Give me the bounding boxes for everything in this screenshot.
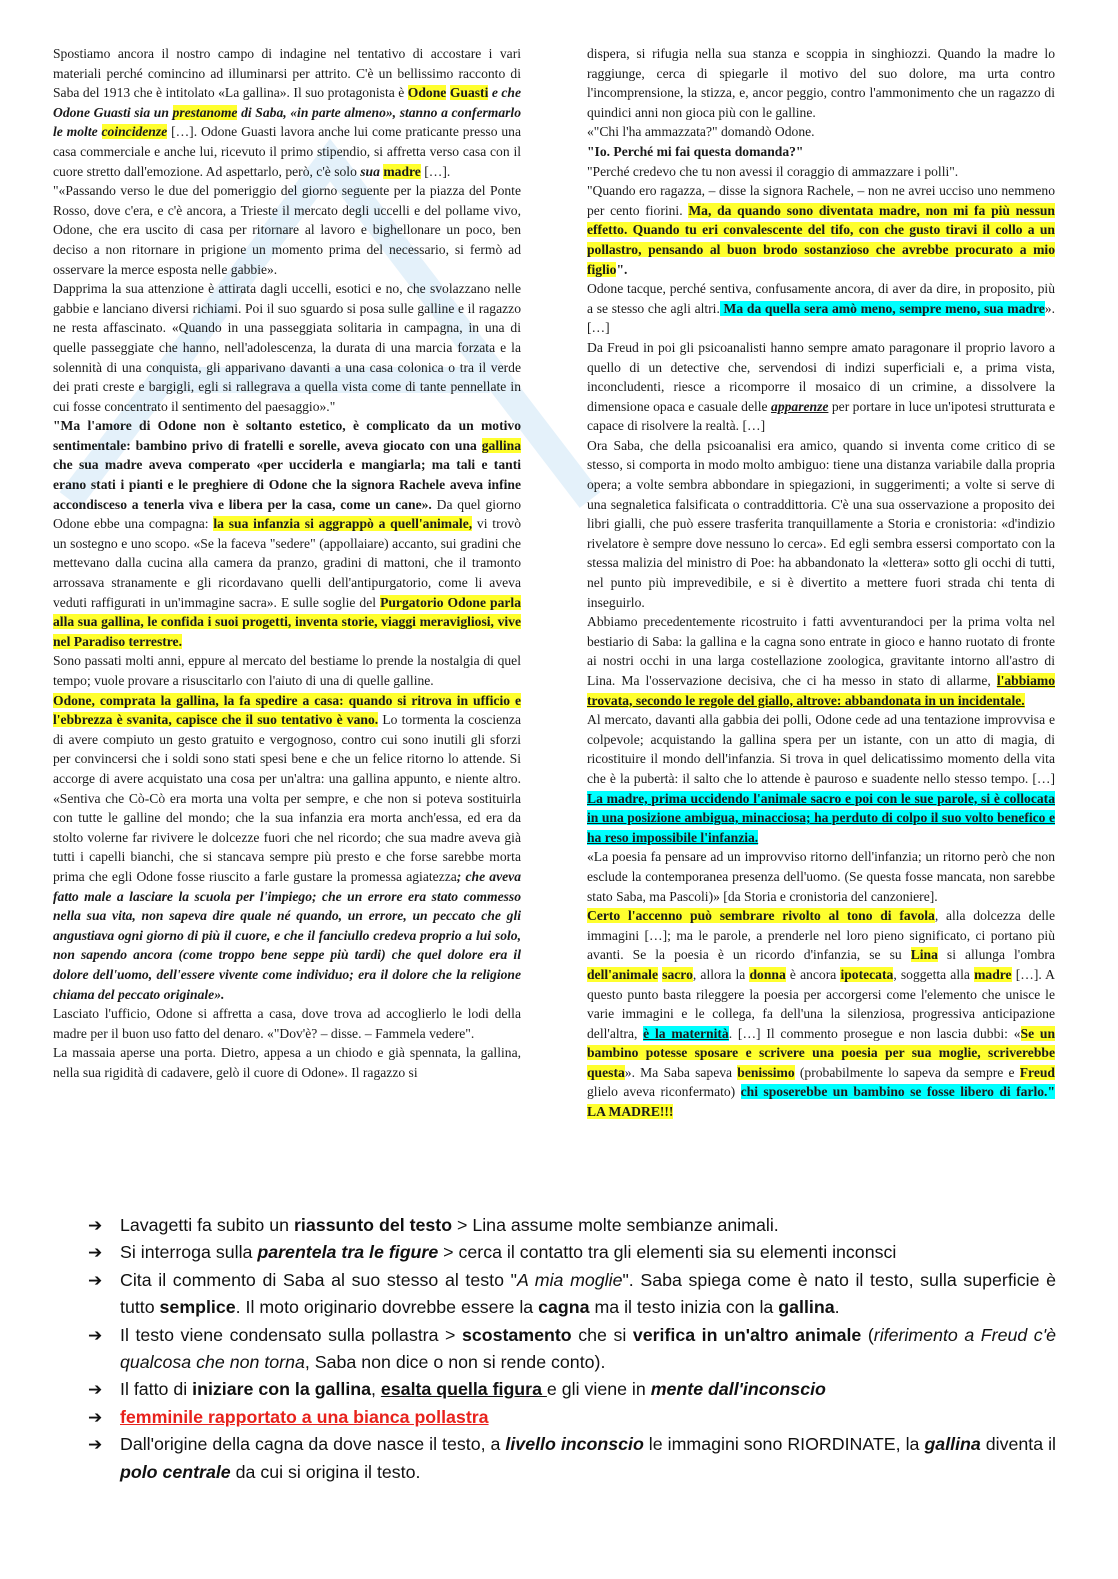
text-run: dispera, si rifugia nella sua stanza e scoppia in singhiozzi. Quando la madre lo raggiunge, cerca di spiegarle il motivo del suo dolore, ma urta contro l'incomprensione, la stizza, e, ancor peggio, contro l'ammonimento che un ragazzo di quindici anni non gioca più con le galline. <box>587 46 1055 120</box>
text-run: le immagini sono RIORDINATE, la <box>643 1434 925 1455</box>
text-run: A mia moglie <box>516 1269 623 1290</box>
text-run: Si interroga sulla <box>120 1242 258 1263</box>
left-text-column <box>53 44 521 1082</box>
text-run: cagna <box>538 1297 590 1318</box>
text-run: riferimento a Freud c'è qualcosa che non torna <box>120 1324 1056 1373</box>
text-run: Il testo viene condensato sulla pollastra > <box>120 1324 462 1345</box>
text-run: sacro <box>662 966 693 982</box>
notes-list <box>88 1212 1056 1486</box>
note-item <box>88 1212 1056 1239</box>
paragraph <box>587 436 1055 612</box>
text-run: l'abbiamo trovata, secondo le regole del giallo, altrove: abbandonata in un incidentale. <box>587 673 1055 708</box>
note-item <box>88 1376 1056 1403</box>
text-run: «"Chi l'ha ammazzata?" domandò Odone. <box>587 124 815 140</box>
text-run: "Io. Perché mi fai questa domanda?" <box>587 143 804 159</box>
text-run: Da Freud in poi gli psicoanalisti hanno sempre amato paragonare il proprio lavoro a quello di un detective che, servendosi di indizi superficiali e, a prima vista, inconcludenti, riesce a ricomporre il mosaico di un crimine, a dissolvere la dimensione opaca e casuale delle <box>587 339 1055 414</box>
text-run: «La poesia fa pensare ad un improvviso ritorno dell'infanzia; un ritorno però che non esclude la contemporanea presenza dell'uomo. (Se questa fosse mancata, non sarebbe stato Saba, ma Pascoli)» [da Storia e cronistoria del canzoniere]. <box>587 849 1055 904</box>
text-run: Guasti <box>449 85 489 101</box>
paragraph <box>587 612 1055 710</box>
text-run: , alla dolcezza delle immagini […]; ma le parole, a prenderle nel loro pieno significato, ci portano più avanti. Se la poesia è un ricordo d'infanzia, se su <box>587 908 1055 963</box>
text-run: […]. <box>420 163 451 179</box>
note-item <box>88 1431 1056 1486</box>
text-run: chi sposerebbe un bambino se fosse libero di farlo." <box>740 1084 1055 1100</box>
text-run: verifica in un'altro animale <box>632 1324 862 1345</box>
text-run: parentela tra le figure <box>257 1242 439 1263</box>
text-run: > Lina assume molte sembianze animali. <box>452 1215 779 1235</box>
paragraph <box>587 162 1055 182</box>
paragraph <box>53 1043 521 1082</box>
paragraph <box>53 279 521 416</box>
text-run: La madre, prima uccidendo l'animale sacro e poi con le sue parole, si è collocata in una posizione ambigua, minacciosa; ha perduto di colpo il suo volto benefico e ha reso impossibile l'infanzia. <box>587 790 1055 845</box>
text-run: Freud <box>1019 1064 1055 1080</box>
text-run: Cita il commento di Saba al suo stesso al testo " <box>120 1269 517 1290</box>
text-run: Lo tormenta la coscienza di avere compiuto un gesto gratuito e vergognoso, contro cui sono inutili gli sforzi per convincersi che i soldi sono stati spesi bene e che un felice ritorno lo attende. Si accorge di avere acquistato una cosa per un'altra: una gallina appunto, e niente altro. «Sentiva che Cò-Cò era morta una volta per sempre, e che non si poteva sostituirla con tutte le galline del mondo; che la sua infanzia era morta anch'essa, ed era da stolto volerne far rivivere le dolcezze fuori che nel ricordo; che sua madre aveva già tutti i capelli bianchi, che si stancava sempre più presto e che forse sarebbe morta prima che egli Odone fosse riuscito a farle gustare la promessa agiatezza <box>53 712 521 884</box>
text-run: Certo l'accenno può sembrare rivolto al tono di favola <box>587 908 935 924</box>
arrow-bullet-icon: ➔ <box>88 1325 103 1345</box>
paragraph <box>587 906 1055 1122</box>
arrow-bullet-icon: ➔ <box>88 1216 103 1235</box>
text-run: livello inconscio <box>505 1434 644 1455</box>
arrow-bullet-icon: ➔ <box>88 1380 103 1400</box>
paragraph <box>53 181 521 279</box>
text-run: si allunga l'ombra <box>937 947 1055 963</box>
text-run: è ancora <box>785 966 841 982</box>
text-run: "Ma l'amore di Odone non è soltanto estetico, è complicato da un motivo sentimentale: bambino privo di fratelli e sorelle, aveva giocato con una <box>53 418 521 453</box>
text-run: di Saba, «in parte almeno», stanno a confermarlo le molte <box>53 104 521 140</box>
text-run: . Il moto originario dovrebbe essere la <box>235 1297 539 1318</box>
text-run: > cerca il contatto tra gli elementi sia su elementi inconsci <box>438 1242 897 1263</box>
text-run: vi trovò un sostegno e uno scopo. «Se la faceva "sedere" (appollaiare) accanto, sui gradini che mettevano dalla cucina alla camera da pranzo, gradini di mattoni, che il tramonto arrossava stranamente e gli ricordavano quelli dell'antipurgatorio, come li aveva veduti raffigurati in un'immagine sacra». E sulle soglie del <box>53 516 521 610</box>
text-run: […]. A questo punto basta rileggere la poesia per accorgersi come l'elemento che unisce le varie immagini e le collega, fa dell'una la silenziosa, progressiva anticipazione dell'altra, <box>587 966 1055 1041</box>
text-run: ». Ma Saba sapeva <box>624 1064 738 1080</box>
text-run: ". Saba spiega come è nato il testo, sulla superficie è tutto <box>120 1269 1056 1318</box>
paragraph <box>53 1004 521 1043</box>
text-run: , Saba non dice o non si rende conto). <box>304 1352 606 1373</box>
text-run: "«Passando verso le due del pomeriggio del giorno seguente per la piazza del Ponte Rosso, dove c'era, e c'è ancora, a Trieste il mercato degli uccelli e del pollame vivo, Odone, che era uscito di casa per ritornare al lavoro e bighellonare un poco, ben deciso a non ritornare in prigione un momento prima del necessario, si fermò ad osservare la merce esposta nelle gabbie». <box>53 183 521 277</box>
text-run: ma il testo inizia con la <box>589 1297 779 1318</box>
text-run: riassunto del testo <box>293 1215 453 1235</box>
text-run: Dall'origine della cagna da dove nasce il testo, a <box>120 1434 506 1455</box>
paragraph <box>587 44 1055 122</box>
text-run: da cui si origina il testo. <box>230 1461 421 1482</box>
text-run: , allora la <box>692 966 750 982</box>
arrow-bullet-icon: ➔ <box>88 1243 103 1263</box>
text-run: e gli viene in <box>546 1379 651 1400</box>
text-run: femminile rapportato a una bianca pollastra <box>120 1406 489 1427</box>
paragraph <box>587 847 1055 906</box>
text-run: ». […] <box>587 300 1055 336</box>
text-run: LA MADRE!!! <box>587 1104 674 1120</box>
note-item <box>88 1267 1056 1322</box>
text-run: che si <box>571 1324 633 1345</box>
paragraph <box>587 142 1055 162</box>
text-run: ; che aveva fatto male a lasciare la scuola per l'impiego; che un errore era stato commesso nella sua vita, non sapeva dire quale né quando, un errore, un peccato che gli angustiava ogni giorno di più il cuore, e che il fanciullo credeva proprio a lui solo, non sapendo ancora (come troppo bene seppe più tardi) che quel dolore era il dolore dell'uomo, dell'essere vivente come individuo; era il dolore che la religione chiama del peccato originale». <box>53 868 521 1002</box>
text-run: polo centrale <box>120 1461 231 1482</box>
text-run: benissimo <box>737 1064 795 1080</box>
text-run: Se un bambino potesse sposare e scrivere una poesia per sua moglie, scriverebbe questa <box>587 1025 1056 1080</box>
text-run: coincidenze <box>101 124 168 140</box>
paragraph <box>53 691 521 1005</box>
text-run: che sua madre aveva comperato «per ucciderla e mangiarla; ma tali e tanti erano stati i pianti e le preghiere di Odone che la signora Rachele aveva infine accondisceso a tenerla viva e libera per la casa, come un cane». <box>53 457 521 512</box>
text-run: "Perché credevo che tu non avessi il coraggio di ammazzare i polli". <box>587 163 959 179</box>
paragraph <box>587 279 1055 338</box>
text-run: Lasciato l'ufficio, Odone si affretta a casa, dove trova ad accoglierlo le lodi della madre per il buon uso fatto del denaro. «"Dov'è? – disse. – Fammela vedere". <box>53 1006 521 1041</box>
paragraph <box>587 122 1055 142</box>
text-run: Lina <box>910 947 938 963</box>
text-run: dell'animale <box>587 966 658 982</box>
text-run: Spostiamo ancora il nostro campo di indagine nel tentativo di accostare i vari materiali perché comincino ad illuminarsi per attrito. C'è un bellissimo racconto di Saba del 1913 che è intitolato «La gallina». Il suo protagonista è <box>53 46 521 101</box>
text-run: Al mercato, davanti alla gabbia dei polli, Odone cede ad una tentazione improvvisa e colpevole; acquistando la gallina spera per un istante, con un atto di magia, di ricostituire il mondo dell'infanzia. Si trova in quel delicatissimo momento della vita che è la pubertà: il salto che lo attende è pauroso e suadente nello stesso tempo. […] <box>587 712 1055 786</box>
arrow-bullet-icon: ➔ <box>88 1435 103 1455</box>
text-run: donna <box>749 966 786 982</box>
paragraph <box>587 710 1055 847</box>
text-run: . <box>834 1297 840 1318</box>
text-run: e che Odone Guasti sia un <box>53 85 521 120</box>
text-run: ipotecata <box>840 966 894 982</box>
text-run: diventa il <box>980 1434 1056 1455</box>
text-run: iniziare con la gallina <box>192 1379 372 1400</box>
text-run: esalta quella figura <box>380 1379 547 1400</box>
text-run: Ma da quella sera amò meno, sempre meno, sua madre <box>719 300 1045 316</box>
text-run: Dapprima la sua attenzione è attirata dagli uccelli, esotici e no, che svolazzano nelle gabbie e lanciano diversi richiami. Poi il suo sguardo si posa sulle galline e il ragazzo ne resta affascinato. «Quando in una passeggiata solitaria in campagna, in una di quelle passeggiate che hanno, nell'adolescenza, la durata di una marcia forzata e la solennità di una conquista, gli apparivano davanti a una casa colonica o tra il verde dei prati creste e bargigli, egli si rallegrava a quella vista come di tante pennellate in cui fosse concentrato il sentimento del paesaggio»." <box>53 281 521 414</box>
text-run: gallina <box>924 1434 981 1455</box>
text-run: Lavagetti fa subito un <box>120 1215 294 1235</box>
paragraph <box>587 338 1055 436</box>
note-item <box>88 1239 1056 1266</box>
text-run: . […] Il commento prosegue e non lascia dubbi: « <box>728 1025 1021 1041</box>
text-run: ". <box>616 261 628 277</box>
text-run: Ora Saba, che della psicoanalisi era amico, quando si inventa come critico di se stesso, si comporta in modo molto ambiguo: tiene una distanza variabile dalla propria opera; a volte sembra abbondare in spiegazioni, in suggerimenti; a volte si serve di una segnaletica falsificata o contraddittoria. C'è una sua osservazione a proposito dei libri gialli, che può essere trasferita tranquillamente a Storia e cronistoria: «d'indizio rivelatore è sempre dove nessuno lo cerca». Ed egli sembra essersi comportato con la stessa malizia del ministro di Poe: ha abbandonato la «lettera» sotto gli occhi di tutti, nel punto più imprevedibile, e si è divertito a mettere fuori strada chi tenta di inseguirlo. <box>587 437 1055 610</box>
text-run: mente dall'inconscio <box>650 1379 826 1400</box>
text-run: Purgatorio Odone parla alla sua gallina, le confida i suoi progetti, inventa storie, viaggi meravigliosi, vive nel Paradiso terrestre. <box>53 594 521 649</box>
text-run: Sono passati molti anni, eppure al mercato del bestiame lo prende la nostalgia di quel tempo; vuole provare a risuscitarlo con l'aiuto di una di quelle galline. <box>53 653 521 688</box>
text-run: Odone, comprata la gallina, la fa spedire a casa: quando si ritrova in ufficio e l'ebbrezza è svanita, capisce che il suo tentativo è vano. <box>53 692 521 728</box>
text-run: […]. Odone Guasti lavora anche lui come praticante presso una casa commerciale e anche lui, ricevuto il primo stipendio, si affretta verso casa con il cuore stretto dall'emozione. Ad aspettarlo, però, c'è solo <box>53 124 521 179</box>
paragraph <box>53 651 521 690</box>
text-run: (probabilmente lo sapeva da sempre e <box>794 1064 1020 1080</box>
text-run: Da quel giorno Odone ebbe una compagna: <box>53 496 521 532</box>
text-run: Odone tacque, perché sentiva, confusamente ancora, di aver da dire, in proposito, più a se stesso che agli altri. <box>587 281 1055 316</box>
text-run: Ma, da quando sono diventata madre, non mi fa più nessun effetto. Quando tu eri convalescente del tifo, con che gusto tiravi il collo a un pollastro, pensando al buon brodo sostanzioso che avrebbe procurato a mio figlio <box>587 202 1055 277</box>
text-run: semplice <box>159 1297 236 1318</box>
text-run: la sua infanzia si aggrappò a quell'animale, <box>213 516 473 532</box>
text-run: gallina <box>778 1297 835 1318</box>
paragraph <box>53 416 521 651</box>
text-run: sua <box>360 163 380 179</box>
text-run: madre <box>383 163 421 179</box>
paragraph <box>587 181 1055 279</box>
arrow-bullet-icon: ➔ <box>88 1270 103 1290</box>
text-run: Il fatto di <box>120 1379 193 1400</box>
text-run: glielo aveva riconfermato) <box>587 1084 741 1100</box>
text-run: , soggetta alla <box>893 966 975 982</box>
text-run: apparenze <box>771 398 829 414</box>
text-run: Odone <box>407 85 447 101</box>
text-run: scostamento <box>461 1324 572 1345</box>
text-run: gallina <box>481 437 521 453</box>
text-run: ( <box>861 1324 874 1345</box>
note-item <box>88 1404 1056 1431</box>
text-run: prestanome <box>172 104 238 120</box>
text-run: , <box>371 1379 381 1400</box>
arrow-bullet-icon: ➔ <box>88 1407 103 1427</box>
text-run: "Quando ero ragazza, – disse la signora Rachele, – non ne avrei ucciso uno nemmeno per cento fiorini. <box>587 183 1055 218</box>
paragraph <box>53 44 521 181</box>
text-run: per portare in luce un'ipotesi strutturata e capace di risolvere la realtà. […] <box>587 398 1055 434</box>
text-run: è la maternità <box>643 1025 729 1041</box>
text-run: Abbiamo precedentemente ricostruito i fatti avventurandoci per la prima volta nel bestiario di Saba: la gallina e la cagna sono entrate in gioco e hanno ruotato di fronte ai nostri occhi in una larga costellazione zoologica, gravitante intorno all'astro di Lina. Ma l'osservazione decisiva, che ci ha messo in stato di allarme, <box>587 614 1055 688</box>
note-item <box>88 1322 1056 1377</box>
text-run: La massaia aperse una porta. Dietro, appesa a un chiodo e già spennata, la gallina, nella sua rigidità di cadavere, gelò il cuore di Odone». Il ragazzo si <box>53 1045 521 1080</box>
text-run: madre <box>974 966 1012 982</box>
right-text-column <box>587 44 1055 1122</box>
